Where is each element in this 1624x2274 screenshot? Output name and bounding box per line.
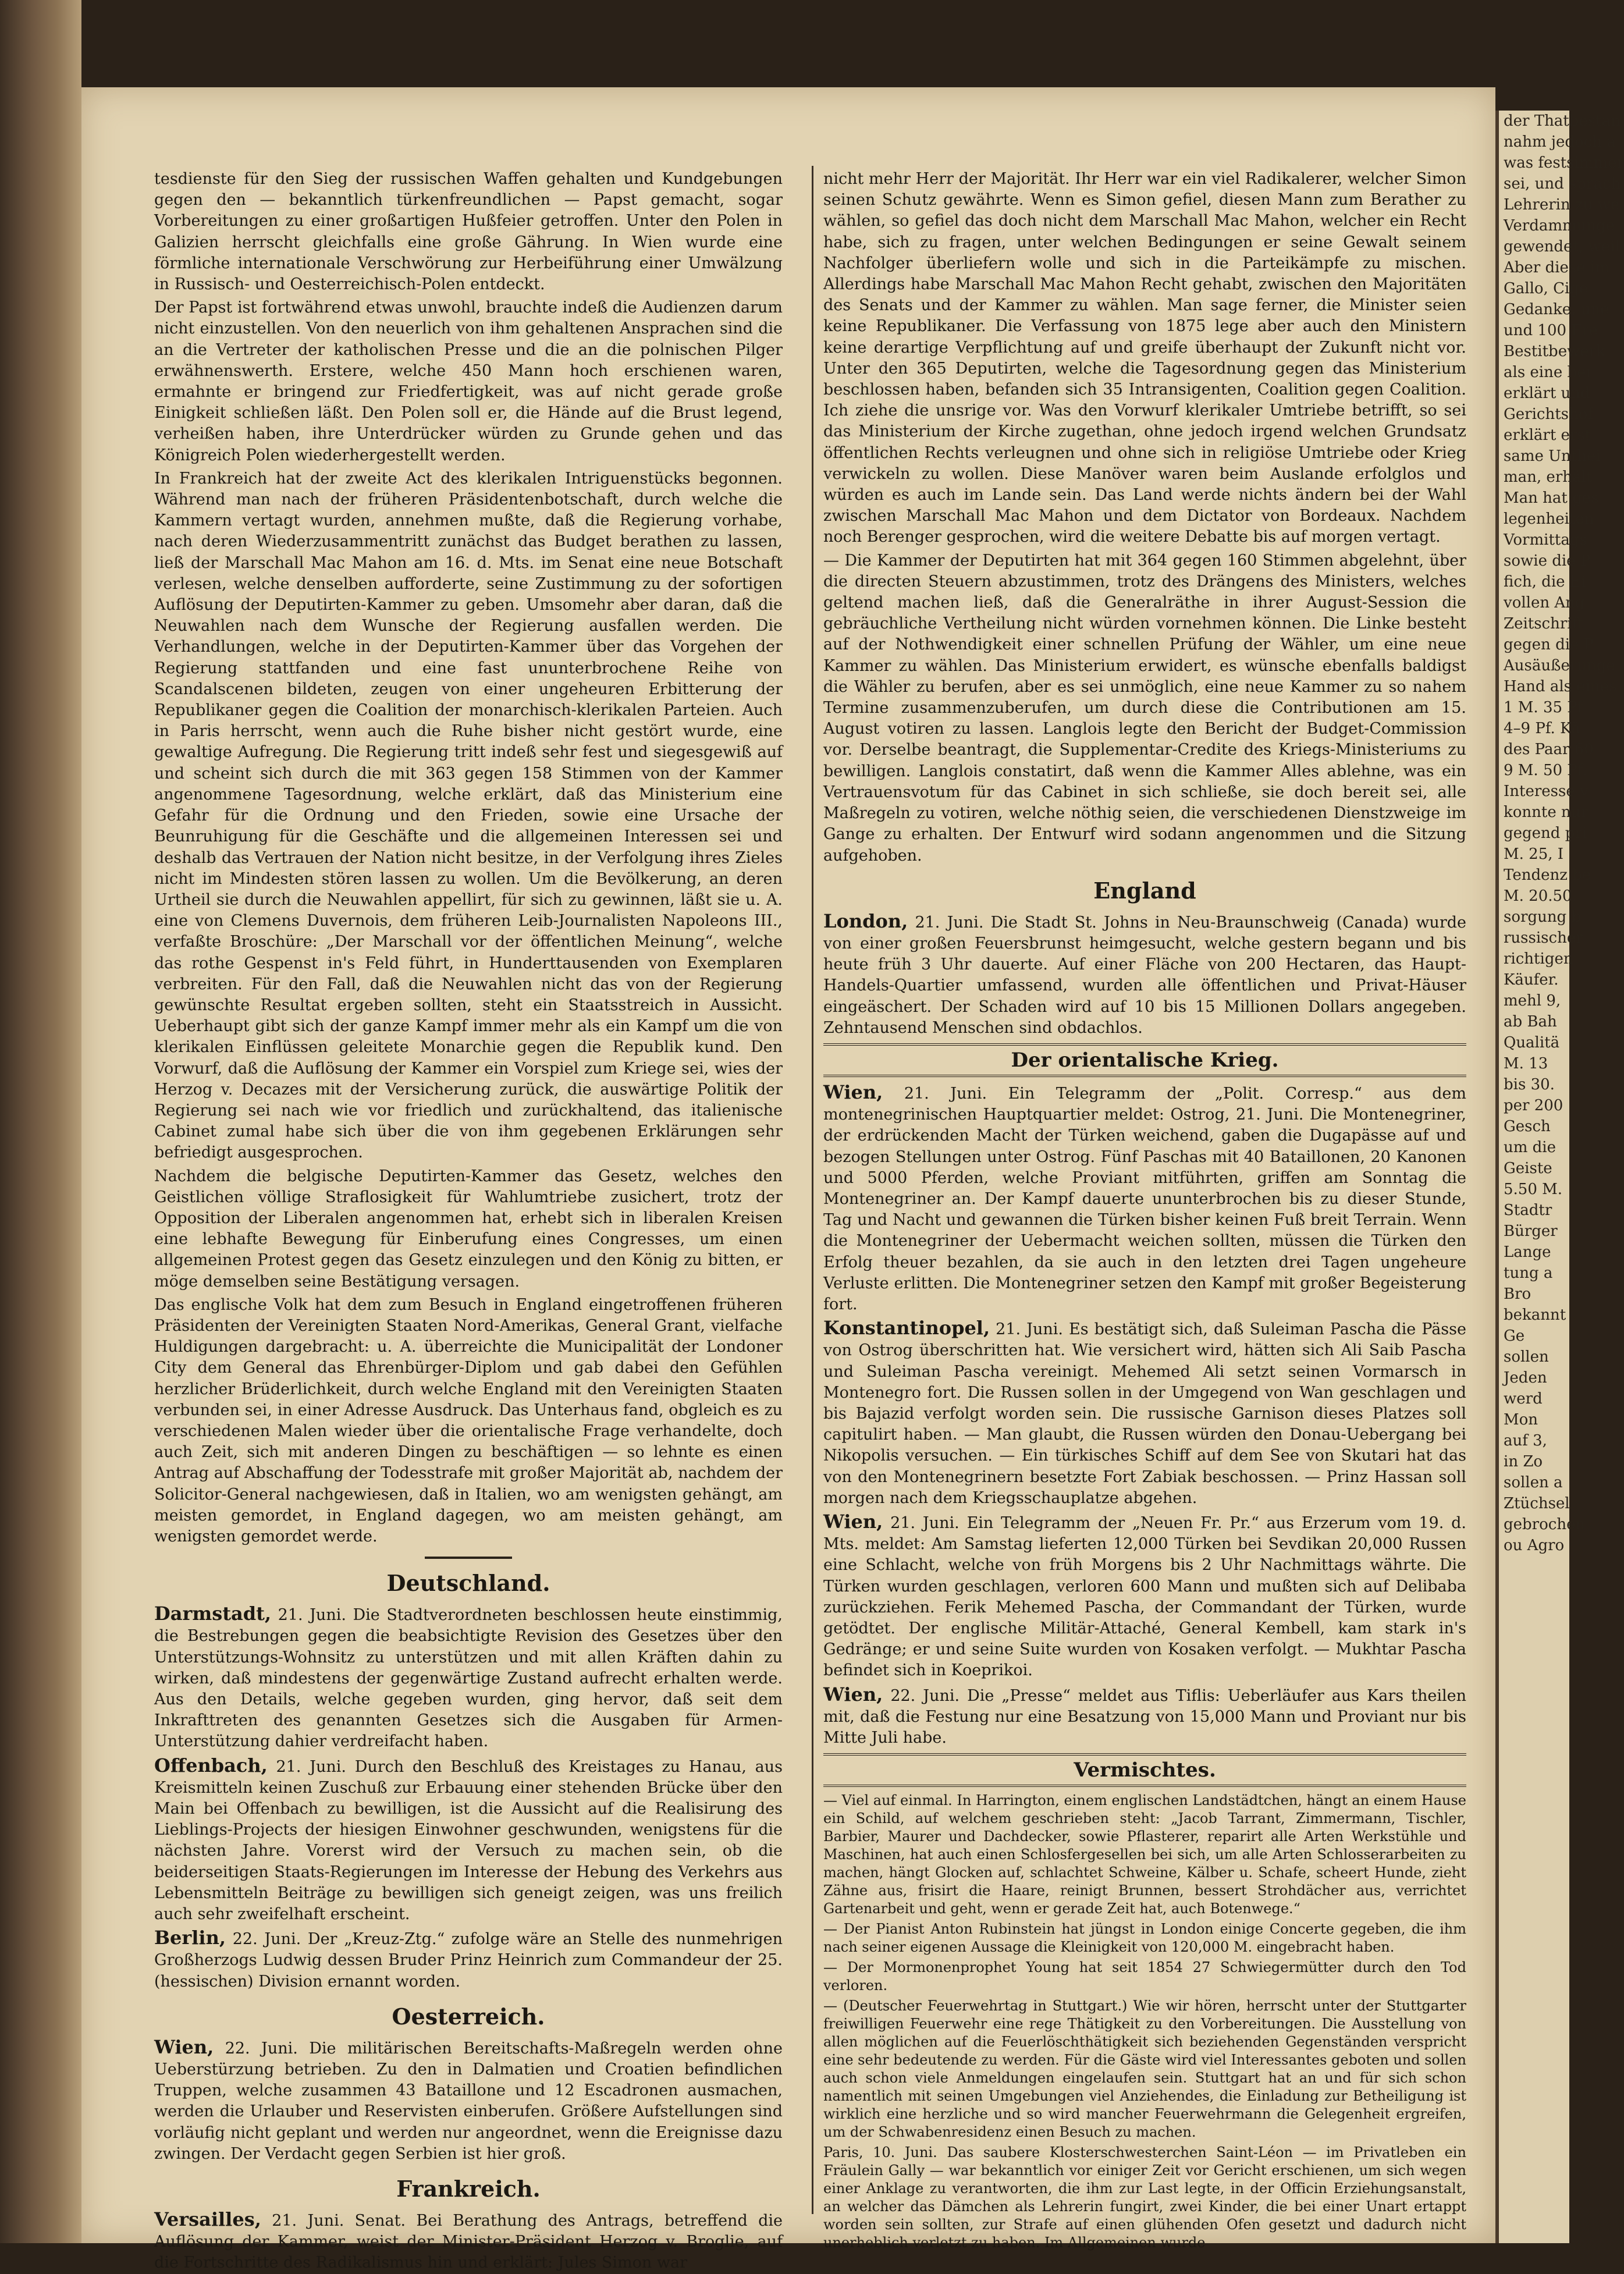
next-page-fragment: Verdammunge: [1504, 217, 1615, 234]
next-page-fragment: sei, und sprach: [1504, 175, 1621, 193]
next-page-fragment: ab Bah: [1504, 1013, 1557, 1031]
next-page-fragment: gebrochen: [1504, 1516, 1586, 1533]
next-page-fragment: Bürger: [1504, 1223, 1558, 1240]
next-page-fragment: Mon: [1504, 1411, 1538, 1429]
next-page-fragment: Bestitbewerk: [1504, 343, 1605, 360]
next-page-fragment: M. 13: [1504, 1055, 1548, 1072]
news-item-wien: [154, 2037, 783, 2165]
dateline: Offenbach,: [154, 1754, 268, 1776]
next-page-fragment: gegen die P: [1504, 636, 1594, 653]
next-page-fragment: Man hat ges: [1504, 489, 1599, 507]
paragraph: nicht mehr Herr der Majorität. Ihr Herr war ein viel Radikalerer, welcher Simon seinen Schutz gewährte. Wenn es Simon gefiel, diesen Mann zum Berather zu wählen, so gefiel das doch nicht dem Marschall Mac Mahon, welcher ein Recht habe, sich zu fragen, unter welchen Bedingungen er seine Gewalt seinem Nachfolger überliefern wolle und sich in die Parteikämpfe zu mischen. Allerdings habe Marschall Mac Mahon Recht gehabt, zwischen den Majoritäten des Senats und der Kammer zu wählen. Man sage ferner, die Minister seien keine Republikaner. Die Verfassung von 1875 lege aber auch den Ministern keine derartige Verpflichtung auf und greife überhaupt der Zukunft nicht vor. Unter den 365 Deputirten, welche die Tagesordnung gegen das Ministerium beschlossen haben, befanden sich 35 Intransigenten, Coalition gegen Coalition. Ich ziehe die unsrige vor. Was den Vorwurf klerikaler Umtriebe betrifft, so sei das Ministerium der Kirche zugethan, ohne jedoch irgend welchen Grundsatz öffentlichen Rechts verleugnen und ohne sich in religiöse Umtriebe oder Krieg verwickeln zu wollen. Diese Manöver waren beim Auslande erfolglos und würden es auch im Lande sein. Das Land werde nichts ändern bei der Wahl zwischen Marschall Mac Mahon und dem Dictator von Bordeaux. Nachdem noch Berenger gesprochen, wird die weitere Debatte bis auf morgen vertagt.: [823, 170, 1466, 546]
next-page-fragment: bis 30.: [1504, 1076, 1555, 1093]
next-page-fragment: Jeden: [1504, 1369, 1547, 1387]
next-page-fragment: Ztüchsel: [1504, 1495, 1570, 1512]
paragraph: — Die Kammer der Deputirten hat mit 364 gegen 160 Stimmen abgelehnt, über die directen Steuern abzustimmen, trotz des Drängens des Ministers, welches geltend machen ließ, daß die Generalräthe in ihrer August-Session die gebräuchliche Vertheilung nicht würden vornehmen können. Die Linke besteht auf der Nothwendigkeit einer schnellen Prüfung der Wähler, um eine neue Kammer zu wählen. Das Ministerium erwidert, es wünsche ebenfalls baldigst die Wähler zu berufen, aber es sei unmöglich, eine neue Kammer zu so nahem Termine zusammenzuberufen, um durch diese die Contributionen am 15. August votiren zu lassen. Langlois legte den Bericht der Budget-Commission vor. Derselbe beantragt, die Supplementar-Credite des Kriegs-Ministeriums zu bewilligen. Langlois constatirt, daß wenn die Kammer Alles ablehne, was ein Vertrauensvotum für das Cabinet in sich schließe, sie doch bereit sei, alle Maßregeln zu votiren, welche nöthig seien, die verschiedenen Dienstzweige im Gange zu erhalten. Der Entwurf wird sodann angenommen und die Sitzung aufgehoben.: [823, 551, 1466, 865]
next-page-fragment: Gallo, Cige: [1504, 280, 1589, 297]
next-page-fragment: des Paar 60: [1504, 741, 1594, 758]
next-page-fragment: Geiste: [1504, 1160, 1552, 1177]
next-page-fragment: legenheiten: [1504, 510, 1594, 528]
next-page-fragment: gewendet, weil: [1504, 238, 1620, 255]
next-page-fragment: und 100 Fre: [1504, 322, 1598, 339]
next-page-fragment: Lehrerin zu we: [1504, 196, 1620, 214]
next-page-fragment: same Unthei: [1504, 447, 1601, 465]
next-page-fragment: tung a: [1504, 1264, 1553, 1282]
next-page-fragment: russischer: [1504, 929, 1583, 947]
misc-item: Paris, 10. Juni. Das saubere Klosterschwesterchen Saint-Léon — im Privatleben ein Fräulein Gally — war bekanntlich vor einiger Zeit vor Gericht erschienen, um sich wegen einer Anklage zu verantworten, die ihm zur Last legte, in der Officin Erziehungsanstalt, an welcher das Dämchen als Lehrerin fungirt, zwei Kinder, die bei einer Unart ertappt worden sein sollten, zur Strafe auf einen glühenden Ofen gesetzt und dadurch nicht unerheblich verletzt zu haben. Im Allgemeinen wurde: [823, 2144, 1466, 2251]
next-page-fragment: M. 25, I: [1504, 845, 1564, 863]
misc-item: — (Deutscher Feuerwehrtag in Stuttgart.) Wie wir hören, herrscht unter der Stuttgarter freiwilligen Feuerwehr eine rege Thätigkeit zu den Vorbereitungen. Die Ausstellung von allen möglichen auf die Feuerlöschthätigkeit sich beziehenden Gegenständen verspricht eine sehr bedeutende zu werden. Für die Gäste wird viel Interessantes geboten und sollen auch schon viele Anmeldungen eingelaufen sein. Stuttgart hat an und für sich schon namentlich mit seinen Umgebungen viel Anziehendes, die Einladung zur Betheiligung ist wirklich eine herzliche und so wird mancher Feuerwehrmann die Gelegenheit ergreifen, um der Schwabenresidenz einen Besuch zu machen.: [823, 1998, 1466, 2141]
next-page-fragment: erklärt erst: [1504, 427, 1591, 444]
item-text: 21. Juni. Durch den Beschluß des Kreistages zu Hanau, aus Kreismitteln keinen Zuschuß zur Erbauung einer stehenden Brücke über den Main bei Offenbach zu bewilligen, ist die Aussicht auf die Realisirung des Lieblings-Projects der hiesigen Einwohner geschwunden, wenigstens für die nächsten Jahre. Vorerst wird der Versuch zu machen sein, ob die beiderseitigen Staats-Regierungen im Interesse der Hebung des Verkehrs aus Lebensmitteln Beiträge zu bewilligen sich geneigt zeigen, was uns freilich auch sehr zweifelhaft erscheint.: [154, 1757, 783, 1924]
dateline: Darmstadt,: [154, 1603, 272, 1625]
item-text: 21. Juni. Die Stadt St. Johns in Neu-Braunschweig (Canada) wurde von einer großen Feuersbrunst heimgesucht, welche gestern begann und bis heute früh 3 Uhr dauerte. Auf einer Fläche von 200 Hectaren, das Haupt-Handels-Quartier umfassend, wurden alle öffentlichen und Privat-Häuser eingeäschert. Der Schaden wird auf 10 bis 15 Millionen Dollars angegeben. Zehntausend Menschen sind obdachlos.: [823, 913, 1466, 1037]
paragraph: tesdienste für den Sieg der russischen Waffen gehalten und Kundgebungen gegen den — bekanntlich türkenfreundlichen — Papst gemacht, sogar Vorbereitungen zu einer großartigen Hußfeier getroffen. Unter den Polen in Galizien herrscht gleichfalls eine große Gährung. In Wien wurde eine förmliche internationale Verschwörung zur Herbeiführung einer Umwälzung in Russisch- und Oesterreichisch-Polen entdeckt.: [154, 170, 783, 294]
news-item-wien: [823, 1511, 1466, 1682]
vermischtes-section: [823, 1792, 1466, 2252]
news-item-wien: [823, 1684, 1466, 1749]
next-page-fragment: Vormittags: [1504, 531, 1587, 549]
next-page-fragment: sorgung b: [1504, 908, 1582, 926]
next-page-fragment: Ge: [1504, 1327, 1525, 1345]
next-page-fragment: Aber diese im: [1504, 259, 1609, 276]
section-divider: [425, 1557, 512, 1559]
next-page-fragment: man, erhält: [1504, 468, 1593, 486]
next-page-fragment: auf 3,: [1504, 1432, 1547, 1449]
item-text: 21. Juni. Ein Telegramm der „Polit. Corresp.“ aus dem montenegrinischen Hauptquartier meldet: Ostrog, 21. Juni. Die Montenegriner, der erdrückenden Macht der Türken weichend, gaben die Dugapässe auf und bezogen Stellungen unter Ostrog. Fünf Paschas mit 40 Bataillonen, 20 Kanonen und 5000 Pferden, welche Proviant mitführten, griffen am Sonntag die Montenegriner an. Der Kampf dauerte ununterbrochen bis zu dieser Stunde, Tag und Nacht und gewannen die Türken bisher keinen Fuß breit Terrain. Wenn die Montenegriner der Uebermacht weichen sollten, müssen die Türken den Erfolg theuer bezahlen, da sie auch in den letzten drei Tagen ungeheure Verluste erlitten. Die Montenegriner setzen den Kampf mit großer Begeisterung fort.: [823, 1084, 1466, 1313]
item-text: 21. Juni. Ein Telegramm der „Neuen Fr. Pr.“ aus Erzerum vom 19. d. Mts. meldet: Am Samstag lieferten 12,000 Türken bei Sevdikan 20,000 Russen eine Schlacht, welche von früh Morgens bis 2 Uhr Nachmittags währte. Die Türken wurden geschlagen, verloren 600 Mann und mußten sich auf Delibaba zurückziehen. Ferik Mehemed Pascha, der Commandant der Türken, wurde getödtet. Der englische Militär-Attaché, General Kembell, kam stark in's Gedränge; er und seine Suite wurden von Kosaken verfolgt. — Mukhtar Pascha befindet sich in Koeprikoi.: [823, 1513, 1466, 1680]
heading-england: England: [1093, 877, 1196, 904]
heading-frankreich: Frankreich.: [396, 2176, 541, 2202]
heading-deutschland: Deutschland.: [386, 1570, 550, 1597]
next-page-fragment: ou Agro: [1504, 1537, 1565, 1554]
next-page-fragment: gegend pri: [1504, 825, 1587, 842]
next-page-fragment: um die: [1504, 1139, 1557, 1156]
next-page-fragment: richtigen: [1504, 950, 1573, 968]
next-page-fragment: mehl 9,: [1504, 992, 1561, 1010]
next-page-fragment: M. 20.50,: [1504, 887, 1577, 905]
heading-oesterreich: Oesterreich.: [392, 2003, 545, 2030]
next-page-fragment: Gedanke, une: [1504, 301, 1609, 318]
next-page-fragment: Gerichtshof: [1504, 406, 1594, 423]
next-page-fragment: fich, die Ei: [1504, 573, 1586, 591]
misc-item: — Viel auf einmal. In Harrington, einem englischen Landstädtchen, hängt an einem Hause ein Schild, auf welchem geschrieben steht: „Jacob Tarrant, Zimmermann, Tischler, Barbier, Maurer und Dachdecker, sowie Pflasterer, reparirt alle Arten Werkstühle und Maschinen, hat auch einen Schlosfergesellen bei sich, um alle Arten Schlosserarbeiten zu machen, hängt Glocken auf, schlachtet Schweine, Kälber u. Schafe, scheert Hunde, zieht Zähne aus, frisirt die Haare, reinigt Brunnen, bessert Strohdächer aus, verrichtet Gartenarbeit und geht, wenn er gerade Zeit hat, auch Botenwege.“: [823, 1792, 1466, 1917]
news-item-wien: [823, 1082, 1466, 1315]
next-page-fragment: per 200: [1504, 1097, 1563, 1114]
next-page-fragment: konnte nur: [1504, 804, 1588, 821]
dateline: London,: [823, 909, 908, 932]
item-text: 21. Juni. Senat. Bei Berathung des Antrags, betreffend die Auflösung der Kammer, weist der Minister-Präsident Herzog v. Broglie, auf die Fortschritte des Radikalismus hin und erklärt: Jules Simon war: [154, 2212, 783, 2272]
next-page-fragment: 4–9 Pf. Kä: [1504, 720, 1580, 737]
dateline: Konstantinopel,: [823, 1317, 990, 1339]
news-item-berlin: [154, 1927, 783, 1992]
next-page-fragment: Tendenz be: [1504, 866, 1591, 884]
next-page-fragment: als eine bei: [1504, 364, 1591, 381]
next-page-fragment: sowie die P: [1504, 552, 1591, 570]
next-page-fragment: bekannt: [1504, 1306, 1566, 1324]
next-page-fragment: vollen Ang: [1504, 594, 1585, 612]
next-page-fragment: Bro: [1504, 1285, 1531, 1303]
dateline: Berlin,: [154, 1927, 226, 1949]
next-page-fragment: Interesse v: [1504, 783, 1589, 800]
paragraph: Das englische Volk hat dem zum Besuch in England eingetroffenen früheren Präsidenten der Vereinigten Staaten Nord-Amerikas, General Grant, vielfache Huldigungen dargebracht: u. A. überreichte die Municipalität der Londoner City dem General das Ehrenbürger-Diplom und gab dabei den Gefühlen herzlicher Brüderlichkeit, durch welche England mit den Vereinigten Staaten verbunden sei, in einer Adresse Ausdruck. Das Unterhaus fand, obgleich es zu verschiedenen Malen wieder über die orientalische Frage verhandelte, doch auch Zeit, sich mit anderen Dingen zu beschäftigen — so lehnte es einen Antrag auf Abschaffung der Todesstrafe mit großer Majorität ab, nachdem der Solicitor-General nachgewiesen, daß in Italien, wo am wenigsten gehängt, am meisten gemordet, in England dagegen, wo am meisten gehängt, am wenigsten gemordet werde.: [154, 1295, 783, 1545]
next-page-fragment: 9 M. 50 Pf.: [1504, 762, 1587, 779]
misc-item: — Der Pianist Anton Rubinstein hat jüngst in London einige Concerte gegeben, die ihm nach seiner eigenen Aussage die Kleinigkeit von 120,000 M. eingebracht haben.: [823, 1921, 1466, 1956]
paragraph: Nachdem die belgische Deputirten-Kammer das Gesetz, welches den Geistlichen völlige Straflosigkeit für Wahlumtriebe zusichert, trotz der Opposition der Liberalen angenommen hat, erhebt sich in liberalen Kreisen eine lebhafte Bewegung für Einberufung eines Congresses, um einen allgemeinen Protest gegen das Gesetz einzulegen und den König zu bitten, er möge demselben seine Bestätigung versagen.: [154, 1167, 783, 1291]
next-page-fragment: Lange: [1504, 1243, 1551, 1261]
book-binding: [0, 0, 81, 2243]
next-page-fragment: in Zo: [1504, 1453, 1543, 1470]
news-item-offenbach: [154, 1755, 783, 1925]
dateline: Wien,: [823, 1510, 883, 1533]
next-page-fragment: Zeitschrift: [1504, 615, 1584, 633]
news-item-darmstadt: [154, 1603, 783, 1752]
adjacent-page-edge: [1495, 111, 1624, 2243]
misc-item: — Der Mormonenprophet Young hat seit 1854 27 Schwiegermütter durch den Tod verloren.: [823, 1959, 1466, 1994]
item-text: 22. Juni. Die „Presse“ meldet aus Tiflis: Ueberläufer aus Kars theilen mit, daß die Festung nur eine Besatzung von 15,000 Mann und Proviant nur bis Mitte Juli habe.: [823, 1686, 1466, 1747]
news-item-versailles: [154, 2209, 783, 2274]
next-page-fragment: 5.50 M.: [1504, 1181, 1563, 1198]
next-page-fragment: 1 M. 35 Pf: [1504, 699, 1583, 716]
next-page-fragment: werd: [1504, 1390, 1543, 1408]
column-rule: [812, 166, 813, 2214]
dateline: Wien,: [154, 2035, 214, 2058]
next-page-fragment: Gesch: [1504, 1118, 1551, 1135]
news-item-london: [823, 911, 1466, 1039]
next-page-fragment: Ausäußerunge: [1504, 657, 1615, 674]
left-column: [154, 169, 783, 2272]
next-page-fragment: erklärt und: [1504, 385, 1590, 402]
heading-orientalischer-krieg: Der orientalische Krieg.: [823, 1043, 1466, 1077]
next-page-fragment: Hand als eines: [1504, 678, 1617, 695]
item-text: 21. Juni. Es bestätigt sich, daß Suleiman Pascha die Pässe von Ostrog überschritten hat. Wie versichert wird, hätten sich Ali Saib Pascha und Suleiman Pascha vereinigt. Mehemed Ali setzt seinen Vormarsch in Montenegro fort. Die Russen sollen in der Umgegend von Wan geschlagen und bis Bajazid verfolgt worden sein. Die russische Garnison dieses Platzes soll capitulirt haben. — Man glaubt, die Russen würden den Donau-Uebergang bei Nikopolis versuchen. — Ein türkisches Schiff auf dem See von Skutari hat das von den Montenegrinern besetzte Fort Zabiak beschossen. — Prinz Hassan soll morgen nach dem Kriegsschauplatze abgehen.: [823, 1320, 1466, 1507]
dateline: Wien,: [823, 1081, 883, 1103]
next-page-fragment: der Thatbestan: [1504, 112, 1621, 130]
paragraph: Der Papst ist fortwährend etwas unwohl, brauchte indeß die Audienzen darum nicht einzustellen. Von den neuerlich von ihm gehaltenen Ansprachen sind die an die Vertreter der katholischen Presse und die an die polnischen Pilger erwähnenswerth. Erstere, welche 450 Mann hoch erschienen waren, ermahnte er bringend zur Friedfertigkeit, was auf nicht gerade große Einigkeit schließen läßt. Den Polen soll er, die Hände auf die Brust legend, verheißen haben, ihre Unterdrücker würden zu Grunde gehen und das Königreich Polen wiederhergestellt werden.: [154, 299, 783, 464]
next-page-fragment: Qualitä: [1504, 1034, 1560, 1051]
next-page-fragment: sollen a: [1504, 1474, 1563, 1491]
next-page-fragment: Käufer.: [1504, 971, 1559, 989]
dateline: Wien,: [823, 1683, 883, 1706]
item-text: 22. Juni. Der „Kreuz-Ztg.“ zufolge wäre an Stelle des nunmehrigen Großherzogs Ludwig dessen Bruder Prinz Heinrich zum Commandeur der 25. (hessischen) Division ernannt worden.: [154, 1930, 783, 1991]
next-page-fragment: was festsimmer: [1504, 154, 1624, 172]
dateline: Versailles,: [154, 2208, 261, 2231]
next-page-fragment: nahm jedoch a: [1504, 133, 1616, 151]
paragraph: In Frankreich hat der zweite Act des klerikalen Intriguenstücks begonnen. Während man nach der früheren Präsidentenbotschaft, durch welche die Kammern vertagt wurden, annehmen mußte, daß die Regierung vorhabe, nach deren Wiederzusammentritt zunächst das Budget berathen zu lassen, ließ der Marschall Mac Mahon am 16. d. Mts. im Senat eine neue Botschaft verlesen, welche denselben aufforderte, seine Zustimmung zu der sofortigen Auflösung der Deputirten-Kammer zu geben. Umsomehr aber daran, daß die Neuwahlen nach dem Wunsche der Regierung ausfallen werden. Die Verhandlungen, welche in der Deputirten-Kammer über das Vorgehen der Regierung stattfanden und eine fast ununterbrochene Reihe von Scandalscenen bildeten, zeugen von einer ungeheuren Erbitterung der Republikaner gegen die Coalition der monarchisch-klerikalen Parteien. Auch in Paris herrscht, wenn auch die Ruhe bisher nicht gestört wurde, eine gewaltige Aufregung. Die Regierung tritt indeß sehr fest und siegesgewiß auf und scheint sich durch die mit 363 gegen 158 Stimmen von der Kammer angenommene Tagesordnung, welche erklärt, daß das Ministerium eine Gefahr für die Ordnung und den Frieden, sowie eine Ursache der Beunruhigung für die Geschäfte und die allgemeinen Interessen sei und deshalb das Vertrauen der Nation nicht besitze, in der Verfolgung ihres Zieles nicht im Mindesten stören lassen zu wollen. Um die Bevölkerung, an deren Urtheil sie durch die Neuwahlen appellirt, für sich zu gewinnen, läßt sie u. A. eine von Clemens Duvernois, dem früheren Leib-Journalisten Napoleons III., verfaßte Broschüre: „Der Marschall vor der öffentlichen Meinung“, welche das rothe Gespenst in's Feld führt, in Hunderttausenden von Exemplaren verbreiten. Für den Fall, daß die Neuwahlen nicht das von der Regierung gewünschte Resultat ergeben sollten, steht ein Staatsstreich in Aussicht. Ueberhaupt gibt sich der ganze Kampf immer mehr als ein Kampf um die von klerikalen Einflüssen geleitete Monarchie gegen die Republik kund. Den Vorwurf, daß die Auflösung der Kammer ein Vorspiel zum Kriege sei, wies der Herzog v. Decazes mit der Versicherung zurück, die auswärtige Politik der Regierung sei nach wie vor friedlich und zurückhaltend, das italienische Cabinet zumal habe sich über die von ihm gegebenen Erklärungen sehr befriedigt ausgesprochen.: [154, 469, 783, 1162]
item-text: 21. Juni. Die Stadtverordneten beschlossen heute einstimmig, die Bestrebungen gegen die beabsichtigte Revision des Gesetzes über den Unterstützungs-Wohnsitz zu unterstützen und mit allen Kräften dahin zu wirken, daß mindestens der gegenwärtige Zustand aufrecht erhalten werde. Aus den Details, welche gegeben wurden, ging hervor, daß seit dem Inkrafttreten des genannten Gesetzes sich die Ausgaben für Armen-Unterstützung dahier verdreifacht haben.: [154, 1606, 783, 1751]
heading-vermischtes: Vermischtes.: [823, 1753, 1466, 1787]
next-page-fragment: sollen: [1504, 1348, 1549, 1366]
item-text: 22. Juni. Die militärischen Bereitschafts-Maßregeln werden ohne Ueberstürzung betrieben. Zu den in Dalmatien und Croatien befindlichen Truppen, welche zusammen 43 Bataillone und 12 Escadronen ausmachen, werden die Urlauber und Reservisten einberufen. Größere Aufstellungen sind vorläufig nicht geplant und werden nur angeordnet, wenn die Ereignisse dazu zwingen. Der Verdacht gegen Serbien ist hier groß.: [154, 2039, 783, 2163]
news-item-konstantinopel: [823, 1317, 1466, 1509]
next-page-fragment: Stadtr: [1504, 1202, 1552, 1219]
right-column: [823, 169, 1466, 2251]
